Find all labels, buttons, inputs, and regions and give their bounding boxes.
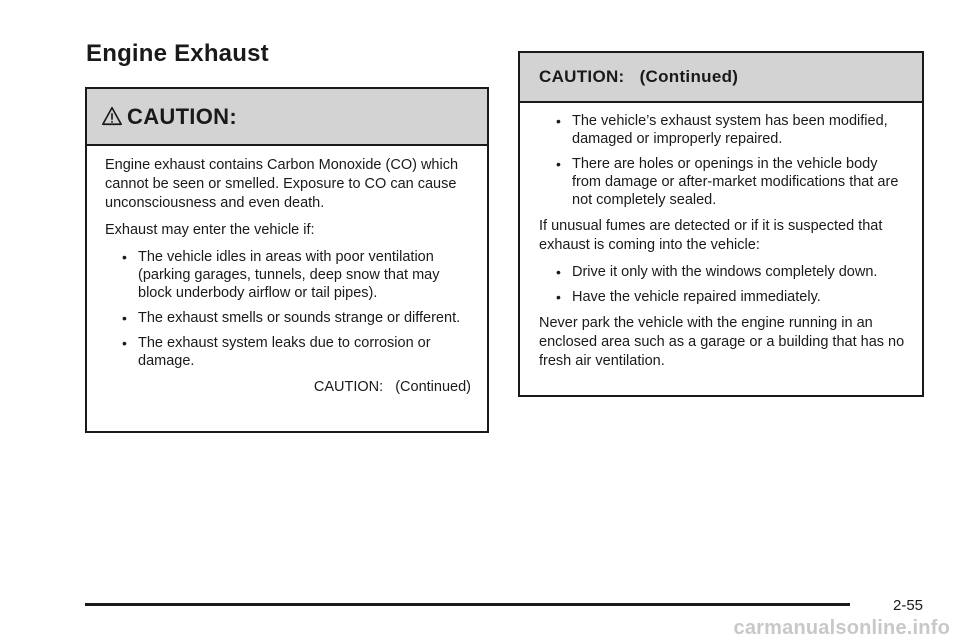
intro-paragraph: Engine exhaust contains Carbon Monoxide (CO) which cannot be seen or smelled. Exposure to CO can cause unconsciousness and even death. (105, 157, 459, 211)
list-item: • There are holes or openings in the vehicle body from damage or after-market modifications that are not completely sealed. (556, 156, 899, 208)
bullet-list (539, 112, 906, 209)
list-item: • Have the vehicle repaired immediately. (556, 289, 821, 305)
list-item: • Drive it only with the windows completely down. (556, 264, 878, 280)
bullet-icon: • (556, 156, 561, 172)
caution-box (85, 87, 489, 433)
intro-paragraph: Exhaust may enter the vehicle if: (105, 222, 315, 238)
bullet-list (105, 248, 471, 370)
caution-header (520, 53, 922, 103)
list-item: • The exhaust system leaks due to corrosion or damage. (122, 335, 431, 369)
bullet-icon: • (122, 310, 127, 326)
list-item: • The vehicle idles in areas with poor ventilation (parking garages, tunnels, deep snow that may block underbody airflow or tail pipes). (122, 249, 440, 301)
bullet-icon: • (556, 289, 561, 305)
bullet-icon: • (122, 335, 127, 351)
caution-box-continued (518, 51, 924, 397)
caution-header-label: CAUTION: (127, 103, 237, 129)
footer-rule (85, 603, 850, 606)
body-paragraph: If unusual fumes are detected or if it is suspected that exhaust is coming into the vehicle: (539, 218, 883, 253)
body-paragraph: Never park the vehicle with the engine running in an enclosed area such as a garage or a building that has no fresh air ventilation. (539, 315, 905, 369)
bullet-icon: • (556, 264, 561, 280)
continued-note: CAUTION: (Continued) (313, 379, 471, 395)
caution-body (520, 103, 922, 371)
page-number: 2-55 (893, 597, 924, 614)
section-title: Engine Exhaust (86, 40, 269, 67)
caution-body (87, 146, 487, 397)
bullet-list (539, 263, 906, 306)
warning-triangle-icon (101, 105, 123, 127)
bullet-icon: • (122, 249, 127, 265)
bullet-icon: • (556, 113, 561, 129)
list-item: • The vehicle’s exhaust system has been modified, damaged or improperly repaired. (556, 113, 888, 147)
list-item: • The exhaust smells or sounds strange or different. (122, 310, 461, 326)
caution-header-label: CAUTION: (Continued) (539, 67, 739, 86)
caution-header (87, 89, 487, 146)
watermark: carmanualsonline.info (733, 617, 950, 639)
